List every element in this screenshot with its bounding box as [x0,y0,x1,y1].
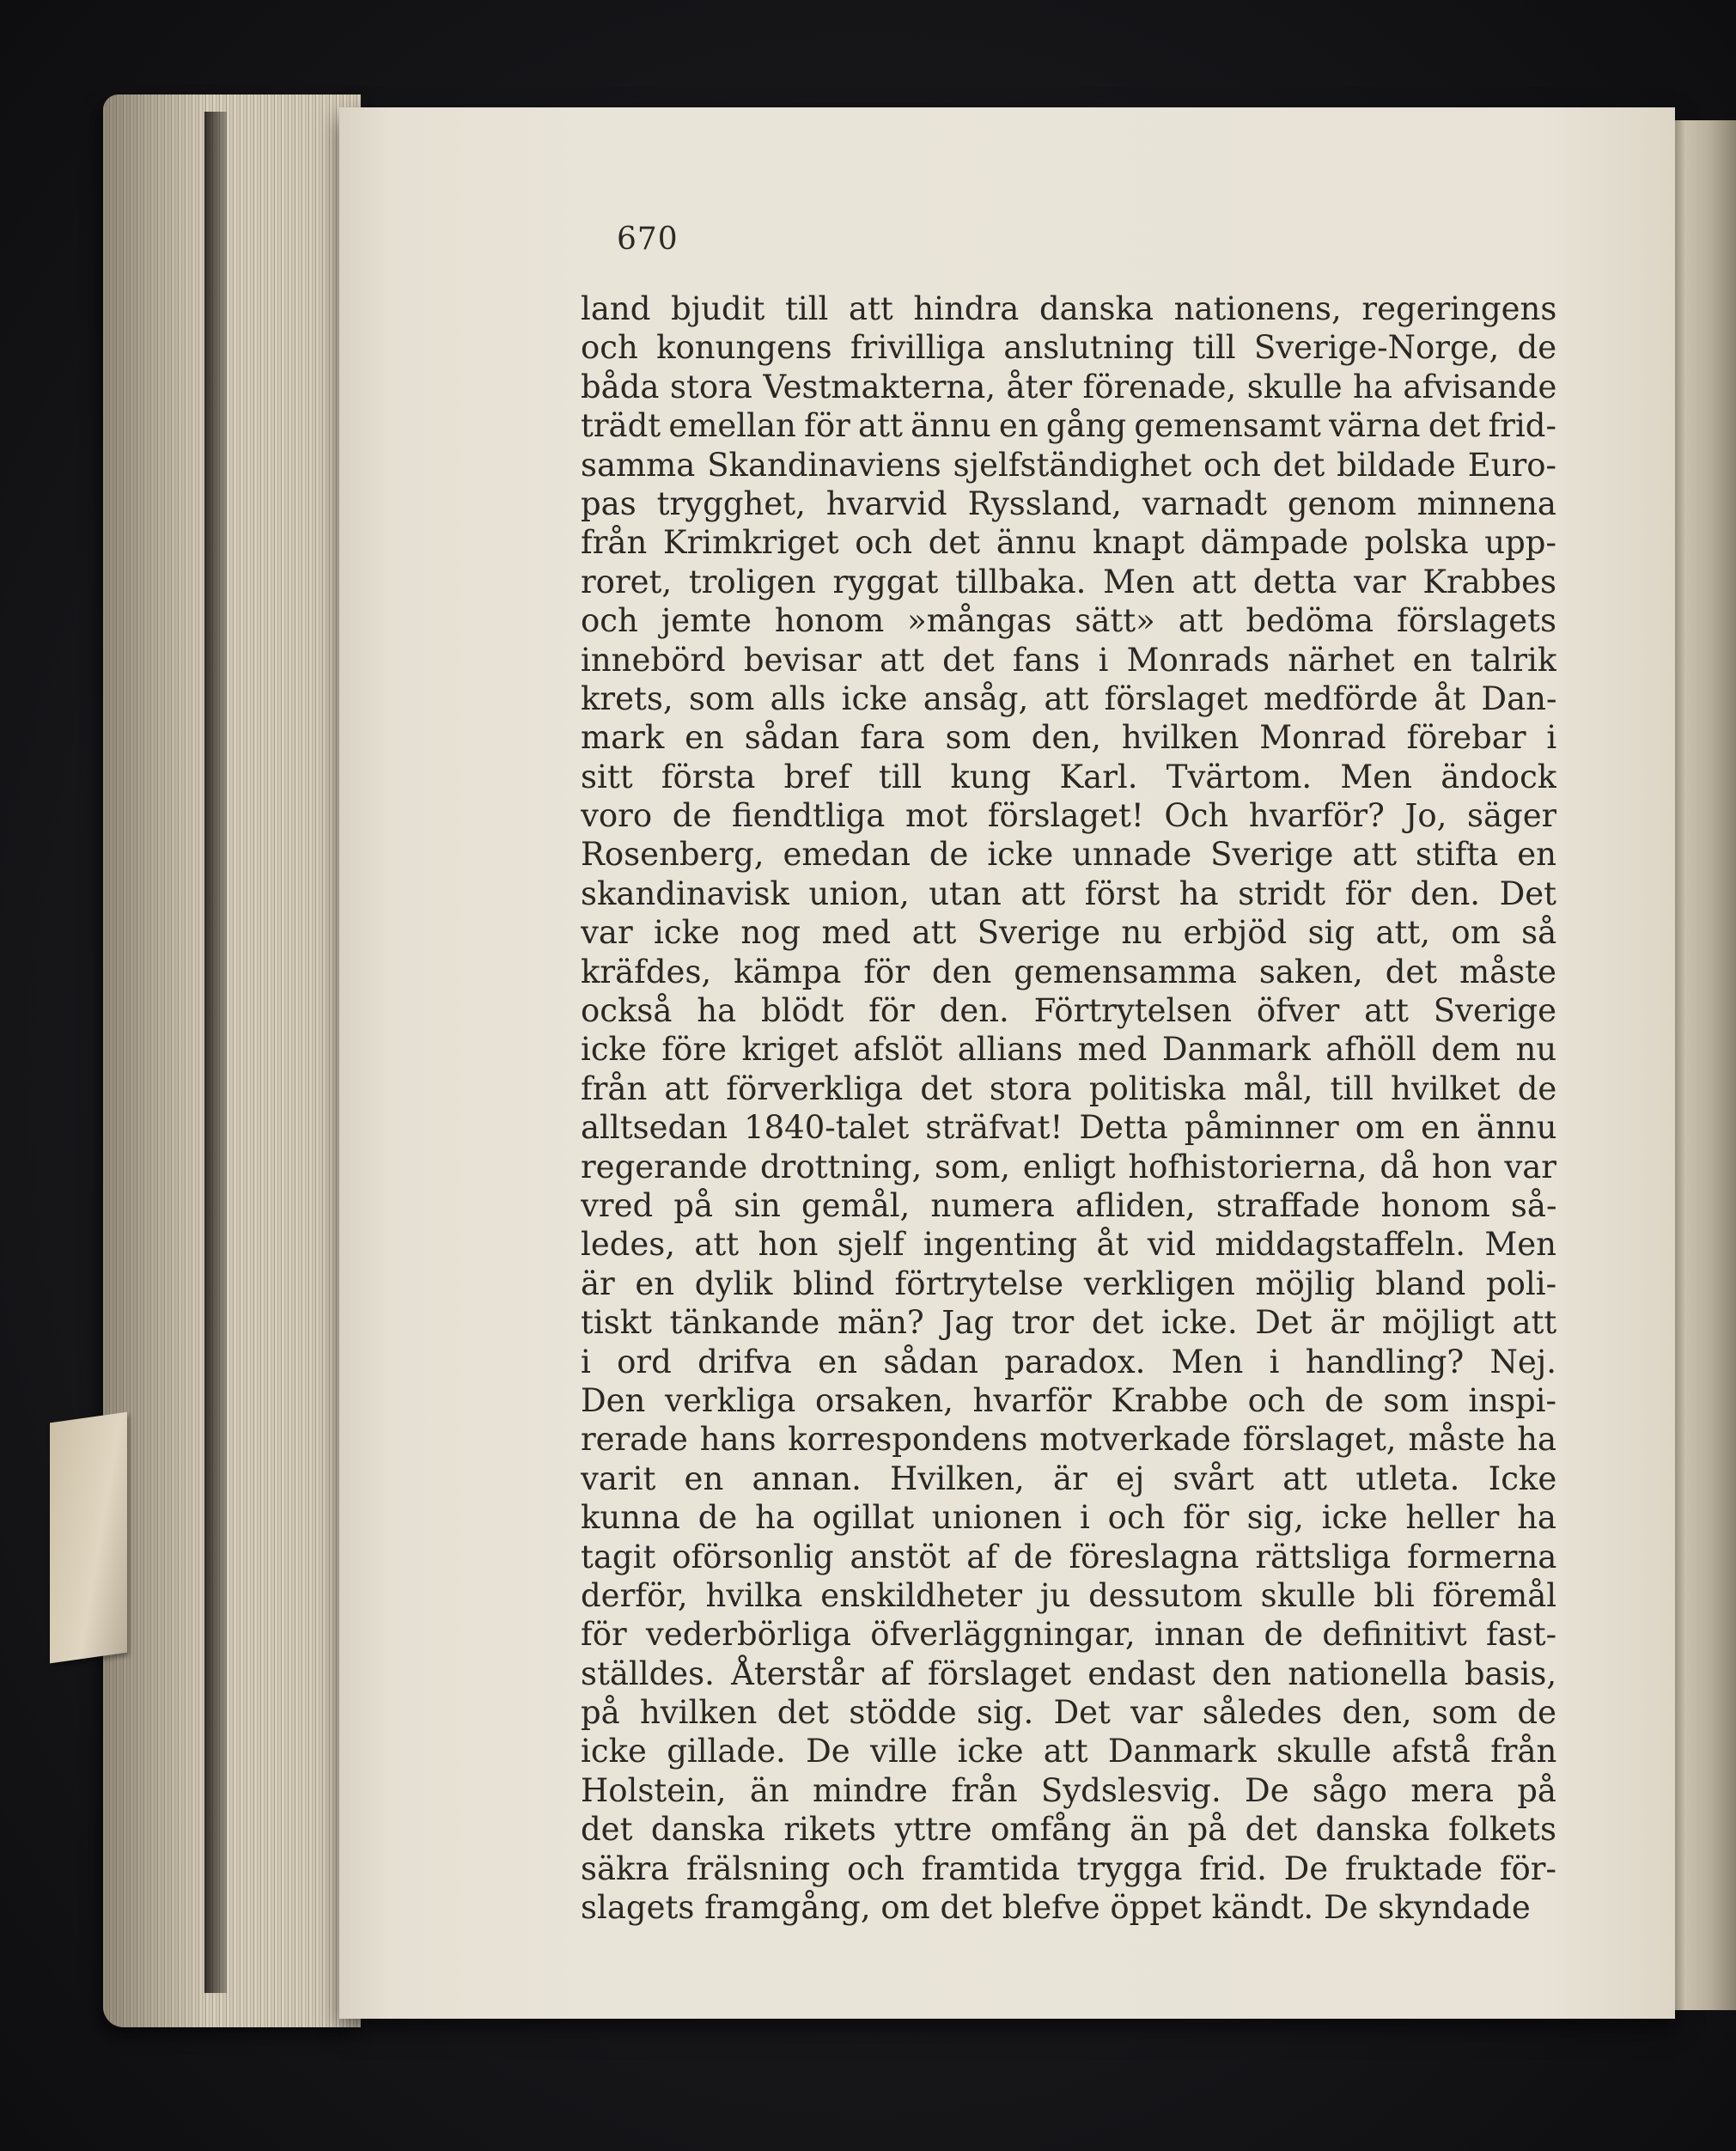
text-line: mark en sådan fara som den, hvilken Monrad förebar i [581,719,1556,757]
text-line: vred på sin gemål, numera afliden, straffade honom så- [581,1186,1556,1224]
text-line: tagit oförsonlig anstöt af de föreslagna rättsliga formerna [581,1538,1556,1575]
text-line: Den verkliga orsaken, hvarför Krabbe och de som inspi- [581,1381,1556,1419]
text-line: för vederbörliga öfverläggningar, innan de definitivt fast- [581,1616,1556,1654]
text-line: båda stora Vestmakterna, åter förenade, skulle ha afvisande [581,368,1556,405]
next-page-edge [1675,120,1736,2010]
text-line: och jemte honom »mångas sätt» att bedöma förslagets [581,602,1556,640]
text-line: det danska rikets yttre omfång än på det danska folkets [581,1811,1556,1849]
text-line: icke före kriget afslöt allians med Danmark afhöll dem nu [581,1031,1556,1069]
text-line: tiskt tänkande män? Jag tror det icke. Det är möjligt att [581,1304,1556,1342]
book-page-edges [103,94,361,2027]
body-text [581,289,1556,1927]
text-line: skandinavisk union, utan att först ha stridt för den. Det [581,874,1556,912]
text-line: Rosenberg, emedan de icke unnade Sverige att stifta en [581,836,1556,874]
text-line: kräfdes, kämpa för den gemensamma saken, det måste [581,953,1556,990]
text-line: säkra frälsning och framtida trygga frid. De fruktade för- [581,1849,1556,1887]
text-line: samma Skandinaviens sjelfständighet och det bildade Euro- [581,446,1556,484]
text-line: icke gillade. De ville icke att Danmark skulle afstå från [581,1733,1556,1770]
text-line: från att förverkliga det stora politiska mål, till hvilket de [581,1069,1556,1107]
text-line: också ha blödt för den. Förtrytelsen öfver att Sverige [581,992,1556,1030]
text-line: ledes, att hon sjelf ingenting åt vid middagstaffeln. Men [581,1226,1556,1264]
text-line: på hvilken det stödde sig. Det var således den, som de [581,1694,1556,1732]
text-line: sitt första bref till kung Karl. Tvärtom. Men ändock [581,758,1556,795]
torn-page-fragment [50,1412,127,1664]
text-line: alltsedan 1840-talet sträfvat! Detta påminner om en ännu [581,1109,1556,1147]
gutter-shadow [204,112,227,1993]
text-line: innebörd bevisar att det fans i Monrads närhet en talrik [581,641,1556,679]
text-line: i ord drifva en sådan paradox. Men i handling? Nej. [581,1343,1556,1380]
text-line: varit en annan. Hvilken, är ej svårt att utleta. Icke [581,1459,1556,1497]
text-line: krets, som alls icke ansåg, att förslaget medförde åt Dan- [581,679,1556,717]
page-number: 670 [617,222,679,257]
text-line: från Krimkriget och det ännu knapt dämpade polska upp- [581,524,1556,562]
text-line: och konungens frivilliga anslutning till Sverige-Norge, de [581,329,1556,367]
text-line: var icke nog med att Sverige nu erbjöd sig att, om så [581,914,1556,952]
text-line: är en dylik blind förtrytelse verkligen möjlig bland poli- [581,1264,1556,1302]
text-line: land bjudit till att hindra danska nationens, regeringens [581,290,1556,327]
text-line: regerande drottning, som, enligt hofhistorierna, då hon var [581,1148,1556,1185]
text-line: voro de fiendtliga mot förslaget! Och hvarför? Jo, säger [581,797,1556,835]
text-line: slagets framgång, om det blefve öppet kändt. De skyndade [581,1889,1531,1927]
text-line: Holstein, än mindre från Sydslesvig. De sågo mera på [581,1771,1556,1809]
text-line: roret, troligen ryggat tillbaka. Men att detta var Krabbes [581,563,1556,600]
text-line: derför, hvilka enskildheter ju dessutom skulle bli föremål [581,1576,1556,1614]
text-line: rerade hans korrespondens motverkade förslaget, måste ha [581,1421,1556,1459]
text-line: ställdes. Återstår af förslaget endast den nationella basis, [581,1654,1556,1692]
text-line: pas trygghet, hvarvid Ryssland, varnadt genom minnena [581,484,1556,522]
text-line: kunna de ha ogillat unionen i och för sig, icke heller ha [581,1499,1556,1537]
text-line: trädt emellan för att ännu en gång gemensamt värna det frid- [581,407,1556,445]
